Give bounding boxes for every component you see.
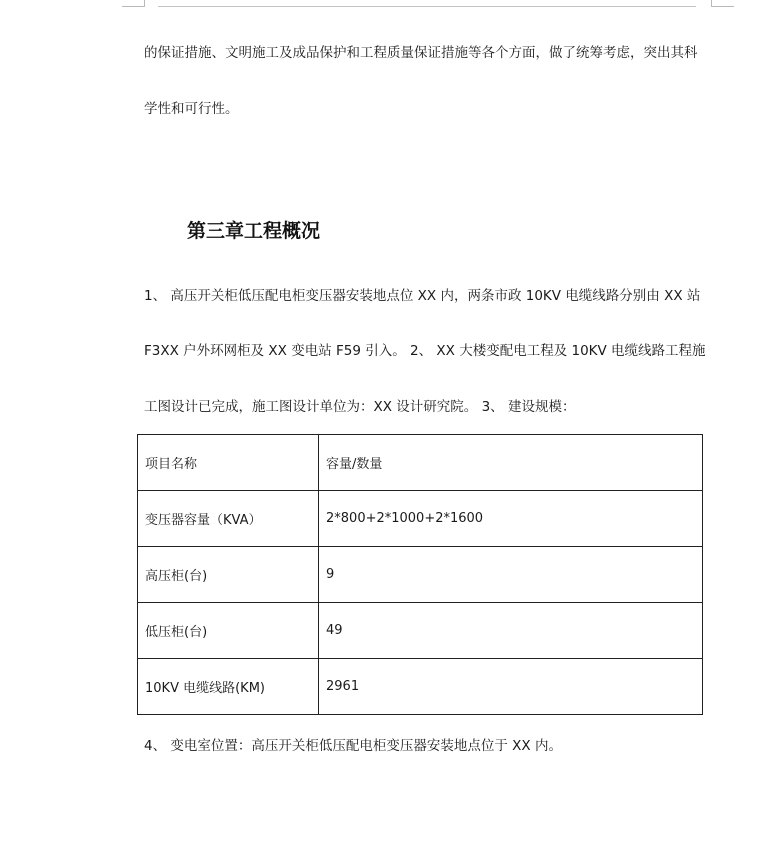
overview-line-2: F3XX 户外环网柜及 XX 变电站 F59 引入。 2、 XX 大楼变配电工程及 10KV 电缆线路工程施 <box>144 343 706 359</box>
paragraph-line-2: 学性和可行性。 <box>144 101 239 117</box>
table-cell-value: 2*800+2*1000+2*1600 <box>319 491 703 547</box>
table-row <box>138 603 703 659</box>
table-header-row <box>138 435 703 491</box>
table-header-name: 项目名称 <box>138 435 319 491</box>
table-row <box>138 659 703 715</box>
table-cell-value: 49 <box>319 603 703 659</box>
page-corner-mark-right <box>711 0 734 7</box>
table-cell-name: 低压柜(台) <box>138 603 319 659</box>
table-row <box>138 491 703 547</box>
overview-line-1: 1、 高压开关柜低压配电柜变压器安装地点位 XX 内，两条市政 10KV 电缆线路分别由 XX 站 <box>144 288 701 304</box>
table-cell-name: 10KV 电缆线路(KM) <box>138 659 319 715</box>
table-row <box>138 547 703 603</box>
paragraph-line-1: 的保证措施、文明施工及成品保护和工程质量保证措施等各个方面，做了统筹考虑，突出其科 <box>144 45 698 61</box>
table-cell-name: 变压器容量（KVA） <box>138 491 319 547</box>
header-rule <box>158 6 696 7</box>
table-header-value: 容量/数量 <box>319 435 703 491</box>
overview-line-3: 工图设计已完成，施工图设计单位为：XX 设计研究院。 3、 建设规模： <box>144 399 576 415</box>
page-top-edge <box>0 0 779 12</box>
table-cell-value: 2961 <box>319 659 703 715</box>
substation-location-line: 4、 变电室位置：高压开关柜低压配电柜变压器安装地点位于 XX 内。 <box>144 738 562 754</box>
chapter-heading: 第三章工程概况 <box>187 220 321 242</box>
table-cell-name: 高压柜(台) <box>138 547 319 603</box>
construction-scale-table <box>137 434 703 715</box>
page-corner-mark-left <box>122 0 145 7</box>
table-cell-value: 9 <box>319 547 703 603</box>
